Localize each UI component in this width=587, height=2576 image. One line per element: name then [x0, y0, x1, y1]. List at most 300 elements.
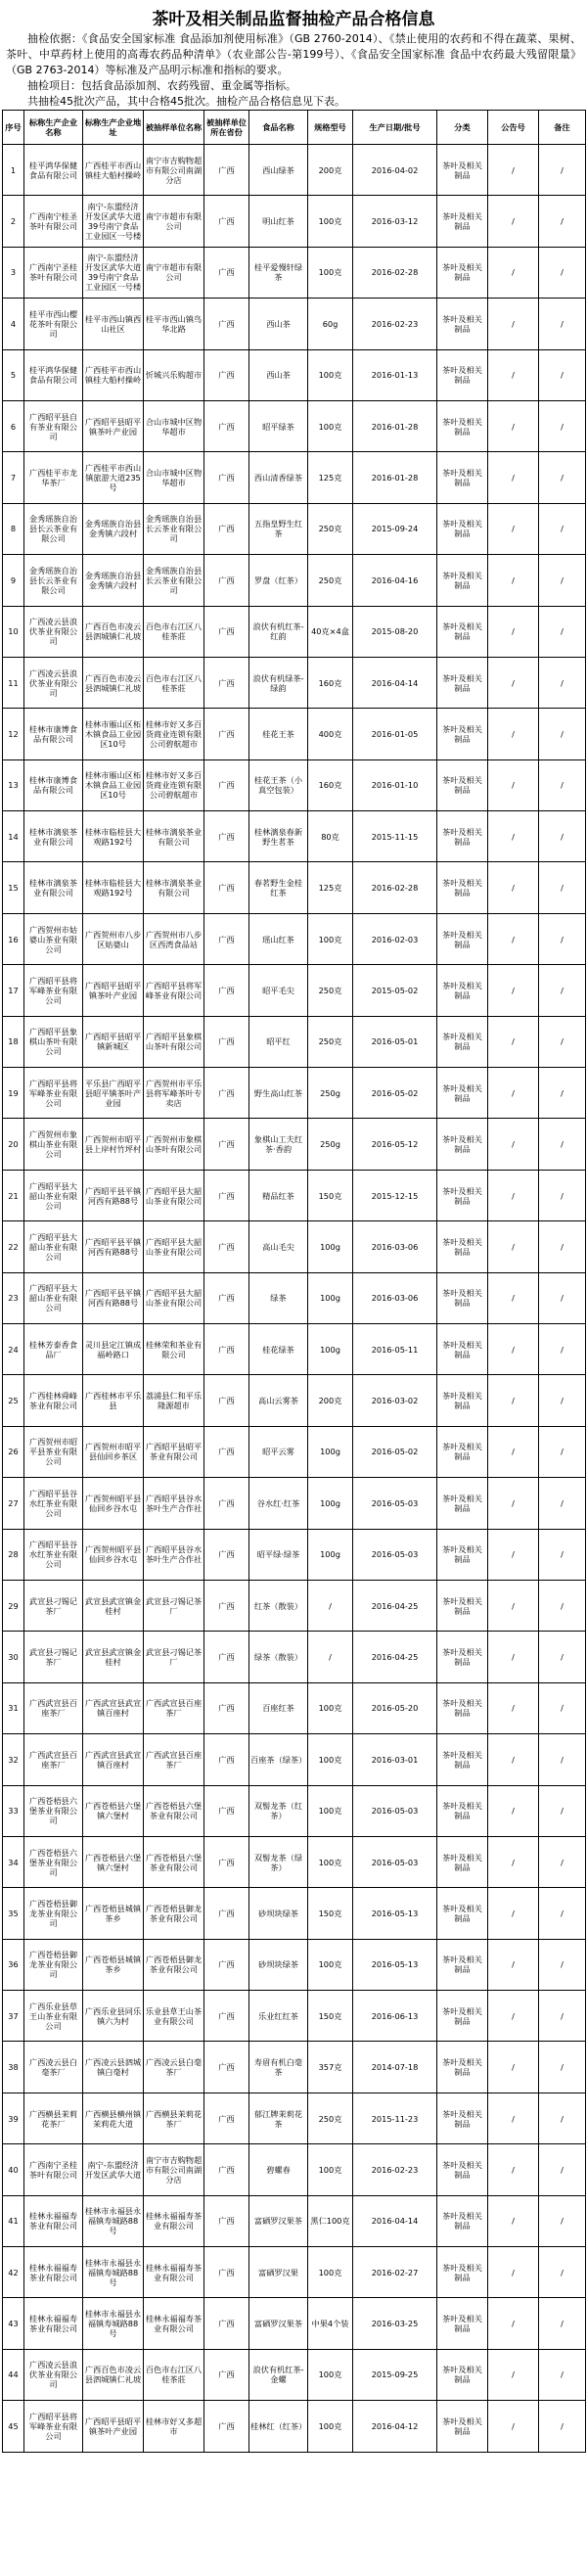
cell-col-producer-address: 金秀瑶族自治县金秀镇六段村: [83, 503, 144, 554]
cell-col-date: 2016-04-25: [353, 1632, 437, 1682]
cell-col-producer-name: 广西昭平县谷水红茶业有限公司: [24, 1478, 83, 1529]
cell-col-province: 广西: [204, 759, 249, 810]
cell-col-date: 2016-02-28: [353, 862, 437, 913]
cell-col-producer-address: 广西贺州昭平县仙回乡谷水屯: [83, 1478, 144, 1529]
cell-col-food-name: 桂林漓泉春新野生茗茶: [249, 811, 308, 862]
cell-col-index: 36: [3, 1939, 24, 1990]
cell-col-index: 6: [3, 400, 24, 451]
cell-col-category: 茶叶及相关制品: [437, 452, 488, 503]
cell-col-producer-name: 桂林市康博食品有限公司: [24, 709, 83, 759]
cell-col-producer-address: 南宁-东盟经济开发区武华大道39号南宁食品工业园区一号楼: [83, 247, 144, 298]
cell-col-producer-name: 金秀瑶族自治县长云茶业有限公司: [24, 555, 83, 606]
cell-col-province: 广西: [204, 2247, 249, 2298]
cell-col-spec: 100克: [308, 1836, 353, 1887]
cell-col-province: 广西: [204, 247, 249, 298]
cell-col-index: 38: [3, 2042, 24, 2093]
cell-col-producer-name: 广西贺州市姑婆山茶业有限公司: [24, 913, 83, 964]
cell-col-notice-no: /: [488, 1478, 539, 1529]
cell-col-index: 20: [3, 1119, 24, 1170]
cell-col-category: 茶叶及相关制品: [437, 1478, 488, 1529]
cell-col-food-name: 桂花王茶: [249, 709, 308, 759]
table-row: [3, 1068, 586, 1119]
cell-col-sampled-unit: 广西昭平县谷水茶叶生产合作社: [144, 1529, 204, 1580]
cell-col-category: 茶叶及相关制品: [437, 400, 488, 451]
cell-col-category: 茶叶及相关制品: [437, 709, 488, 759]
cell-col-remark: /: [539, 2144, 586, 2195]
cell-col-spec: 100g: [308, 1221, 353, 1272]
table-row: [3, 452, 586, 503]
cell-col-sampled-unit: 桂林永福福寿茶业有限公司: [144, 2195, 204, 2246]
cell-col-producer-name: 桂林永福福寿茶业有限公司: [24, 2298, 83, 2349]
cell-col-notice-no: /: [488, 1888, 539, 1939]
cell-col-spec: 100克: [308, 1682, 353, 1733]
table-row: [3, 1734, 586, 1785]
cell-col-notice-no: /: [488, 1221, 539, 1272]
cell-col-producer-name: 桂林芳泰香食品厂: [24, 1323, 83, 1374]
cell-col-producer-name: 广西苍梧县六堡茶业有限公司: [24, 1785, 83, 1836]
cell-col-producer-address: 广西桂林市平乐县: [83, 1375, 144, 1426]
cell-col-remark: /: [539, 1529, 586, 1580]
cell-col-category: 茶叶及相关制品: [437, 1221, 488, 1272]
cell-col-notice-no: /: [488, 2349, 539, 2400]
cell-col-spec: 100g: [308, 1323, 353, 1374]
cell-col-spec: 100克: [308, 1939, 353, 1990]
cell-col-province: 广西: [204, 862, 249, 913]
table-row: [3, 606, 586, 657]
cell-col-category: 茶叶及相关制品: [437, 1375, 488, 1426]
cell-col-province: 广西: [204, 299, 249, 349]
cell-col-index: 23: [3, 1272, 24, 1323]
cell-col-food-name: 春茗野生金桂红茶: [249, 862, 308, 913]
cell-col-sampled-unit: 桂林荣和茶业有限公司: [144, 1323, 204, 1374]
cell-col-province: 广西: [204, 1632, 249, 1682]
cell-col-sampled-unit: 广西昭平县将军峰茶业有限公司: [144, 965, 204, 1016]
cell-col-index: 13: [3, 759, 24, 810]
table-row: [3, 709, 586, 759]
cell-col-producer-name: 金秀瑶族自治县长云茶业有限公司: [24, 503, 83, 554]
table-header-row: [3, 111, 586, 145]
cell-col-producer-name: 广西横县茉莉花茶厂: [24, 2093, 83, 2143]
cell-col-producer-name: 广西苍梧县六堡茶业有限公司: [24, 1836, 83, 1887]
cell-col-producer-name: 广西桂平市龙华茶厂: [24, 452, 83, 503]
cell-col-producer-name: 桂平市西山樱花茶叶有限公司: [24, 299, 83, 349]
cell-col-producer-address: 平乐县广西昭平县昭平镇茶叶产业园: [83, 1068, 144, 1119]
cell-col-spec: 100g: [308, 1529, 353, 1580]
cell-col-sampled-unit: 百色市右江区八桂茶莊: [144, 606, 204, 657]
cell-col-province: 广西: [204, 1734, 249, 1785]
cell-col-date: 2016-02-23: [353, 299, 437, 349]
cell-col-food-name: 绿茶（散装）: [249, 1632, 308, 1682]
cell-col-index: 34: [3, 1836, 24, 1887]
cell-col-category: 茶叶及相关制品: [437, 349, 488, 400]
cell-col-province: 广西: [204, 2144, 249, 2195]
cell-col-producer-address: 南宁-东盟经济开发区武华大道: [83, 2144, 144, 2195]
cell-col-food-name: 浪伏有机红茶-金螺: [249, 2349, 308, 2400]
cell-col-food-name: 野生高山红茶: [249, 1068, 308, 1119]
cell-col-notice-no: /: [488, 1119, 539, 1170]
cell-col-producer-name: 广西凌云县白毫茶厂: [24, 2042, 83, 2093]
cell-col-province: 广西: [204, 606, 249, 657]
cell-col-sampled-unit: 桂林永福福寿茶业有限公司: [144, 2247, 204, 2298]
cell-col-spec: /: [308, 1632, 353, 1682]
cell-col-sampled-unit: 南宁市超市有限公司: [144, 196, 204, 247]
cell-col-notice-no: /: [488, 247, 539, 298]
cell-col-category: 茶叶及相关制品: [437, 2144, 488, 2195]
page-title: 茶叶及相关制品监督抽检产品合格信息: [152, 10, 435, 29]
cell-col-date: 2016-02-27: [353, 2247, 437, 2298]
cell-col-producer-name: 桂林永福福寿茶业有限公司: [24, 2247, 83, 2298]
cell-col-province: 广西: [204, 2195, 249, 2246]
cell-col-remark: /: [539, 1068, 586, 1119]
cell-col-date: 2015-05-02: [353, 965, 437, 1016]
cell-col-spec: 100克: [308, 2247, 353, 2298]
cell-col-sampled-unit: 桂林市好又多百货商业连锁有限公司碧航超市: [144, 759, 204, 810]
cell-col-province: 广西: [204, 1170, 249, 1220]
cell-col-province: 广西: [204, 1888, 249, 1939]
cell-col-producer-name: 广西武宣县百座茶厂: [24, 1682, 83, 1733]
cell-col-producer-name: 广西乐业县草王山茶业有限公司: [24, 1991, 83, 2042]
cell-col-notice-no: /: [488, 1426, 539, 1477]
cell-col-category: 茶叶及相关制品: [437, 247, 488, 298]
cell-col-remark: /: [539, 1632, 586, 1682]
cell-col-sampled-unit: 合山市城中区物华超市: [144, 400, 204, 451]
cell-col-index: 31: [3, 1682, 24, 1733]
cell-col-province: 广西: [204, 913, 249, 964]
cell-col-date: 2016-06-13: [353, 1991, 437, 2042]
cell-col-food-name: 西山绿茶: [249, 145, 308, 196]
table-row: [3, 1580, 586, 1631]
cell-col-producer-address: 广西苍梧县城镇茶乡: [83, 1939, 144, 1990]
cell-col-remark: /: [539, 1323, 586, 1374]
cell-col-date: 2016-03-06: [353, 1272, 437, 1323]
cell-col-category: 茶叶及相关制品: [437, 1272, 488, 1323]
cell-col-date: 2014-07-18: [353, 2042, 437, 2093]
table-row: [3, 1682, 586, 1733]
cell-col-date: 2016-01-05: [353, 709, 437, 759]
cell-col-province: 广西: [204, 1785, 249, 1836]
cell-col-province: 广西: [204, 2349, 249, 2400]
cell-col-sampled-unit: 桂林永福福寿茶业有限公司: [144, 2298, 204, 2349]
cell-col-index: 8: [3, 503, 24, 554]
cell-col-producer-address: 桂林市临桂县大观路192号: [83, 811, 144, 862]
cell-col-sampled-unit: 合山市城中区物华超市: [144, 452, 204, 503]
cell-col-index: 22: [3, 1221, 24, 1272]
intro-summary: 共抽检45批次产品，其中合格45批次。抽检产品合格信息见下表。: [27, 95, 345, 108]
cell-col-date: 2016-05-03: [353, 1785, 437, 1836]
table-row: [3, 1785, 586, 1836]
cell-col-province: 广西: [204, 503, 249, 554]
cell-col-producer-name: 桂林市康博食品有限公司: [24, 759, 83, 810]
cell-col-category: 茶叶及相关制品: [437, 1119, 488, 1170]
cell-col-category: 茶叶及相关制品: [437, 1170, 488, 1220]
cell-col-date: 2016-02-28: [353, 247, 437, 298]
cell-col-food-name: 桂林红（红茶）: [249, 2401, 308, 2452]
table-row: [3, 2093, 586, 2143]
cell-col-sampled-unit: 广西昭平县大韶山茶业有限公司: [144, 1272, 204, 1323]
table-row: [3, 2144, 586, 2195]
cell-col-producer-name: 广西昭平县大韶山茶业有限公司: [24, 1221, 83, 1272]
cell-col-food-name: 西山清香绿茶: [249, 452, 308, 503]
cell-col-province: 广西: [204, 2401, 249, 2452]
cell-col-notice-no: /: [488, 1991, 539, 2042]
cell-col-spec: 100克: [308, 196, 353, 247]
cell-col-remark: /: [539, 2093, 586, 2143]
cell-col-spec: 100克: [308, 1734, 353, 1785]
cell-col-remark: /: [539, 1170, 586, 1220]
cell-col-spec: 250克: [308, 555, 353, 606]
table-row: [3, 1529, 586, 1580]
cell-col-province: 广西: [204, 657, 249, 708]
table-row: [3, 400, 586, 451]
cell-col-spec: 150克: [308, 1991, 353, 2042]
cell-col-notice-no: /: [488, 759, 539, 810]
cell-col-remark: /: [539, 1016, 586, 1067]
cell-col-province: 广西: [204, 2042, 249, 2093]
cell-col-spec: 100g: [308, 1272, 353, 1323]
results-table: [2, 110, 586, 2453]
cell-col-province: 广西: [204, 1529, 249, 1580]
cell-col-producer-address: 广西百色市凌云县泗城镇仁礼坡: [83, 606, 144, 657]
cell-col-remark: /: [539, 2247, 586, 2298]
table-row: [3, 2247, 586, 2298]
cell-col-category: 茶叶及相关制品: [437, 2349, 488, 2400]
cell-col-notice-no: /: [488, 1939, 539, 1990]
cell-col-producer-address: 桂平市西山镇西山社区: [83, 299, 144, 349]
cell-col-producer-address: 广西桂平市西山镇桂大船村操岭: [83, 145, 144, 196]
cell-col-date: 2016-04-14: [353, 2195, 437, 2246]
cell-col-producer-name: 桂林市漓泉茶业有限公司: [24, 811, 83, 862]
cell-col-producer-address: 武宣县武宣镇金桂村: [83, 1632, 144, 1682]
cell-col-date: 2016-02-23: [353, 2144, 437, 2195]
cell-col-date: 2016-05-20: [353, 1682, 437, 1733]
cell-col-food-name: 富硒罗汉果茶: [249, 2298, 308, 2349]
cell-col-remark: /: [539, 1221, 586, 1272]
cell-col-notice-no: /: [488, 1170, 539, 1220]
header-col-notice-no: 公告号: [488, 111, 539, 145]
cell-col-spec: 100克: [308, 2349, 353, 2400]
cell-col-date: 2015-11-15: [353, 811, 437, 862]
cell-col-producer-address: 广西苍梧县六堡镇六堡村: [83, 1836, 144, 1887]
cell-col-index: 35: [3, 1888, 24, 1939]
cell-col-index: 4: [3, 299, 24, 349]
cell-col-category: 茶叶及相关制品: [437, 1580, 488, 1631]
cell-col-remark: /: [539, 503, 586, 554]
cell-col-index: 32: [3, 1734, 24, 1785]
cell-col-category: 茶叶及相关制品: [437, 1991, 488, 2042]
cell-col-date: 2016-03-02: [353, 1375, 437, 1426]
cell-col-category: 茶叶及相关制品: [437, 2042, 488, 2093]
cell-col-sampled-unit: 桂林市漓泉茶业有限公司: [144, 811, 204, 862]
cell-col-index: 18: [3, 1016, 24, 1067]
cell-col-food-name: 双髻龙茶（绿茶）: [249, 1836, 308, 1887]
cell-col-date: 2015-12-15: [353, 1170, 437, 1220]
cell-col-category: 茶叶及相关制品: [437, 606, 488, 657]
cell-col-date: 2016-05-03: [353, 1836, 437, 1887]
cell-col-sampled-unit: 南宁市吉购物超市有限公司南湖分店: [144, 145, 204, 196]
cell-col-producer-address: 广西贺州市八步区姑婆山: [83, 913, 144, 964]
cell-col-date: 2016-04-12: [353, 2401, 437, 2452]
cell-col-remark: /: [539, 1991, 586, 2042]
cell-col-remark: /: [539, 2042, 586, 2093]
cell-col-index: 9: [3, 555, 24, 606]
cell-col-spec: 100克: [308, 2401, 353, 2452]
cell-col-sampled-unit: 广西苍梧县御龙茶业有限公司: [144, 1939, 204, 1990]
cell-col-food-name: 桂平爱慢轩绿茶: [249, 247, 308, 298]
cell-col-index: 2: [3, 196, 24, 247]
cell-col-province: 广西: [204, 2093, 249, 2143]
table-row: [3, 1323, 586, 1374]
cell-col-spec: 100克: [308, 913, 353, 964]
cell-col-producer-name: 广西贺州市象棋山茶业有限公司: [24, 1119, 83, 1170]
cell-col-category: 茶叶及相关制品: [437, 811, 488, 862]
cell-col-notice-no: /: [488, 1323, 539, 1374]
cell-col-remark: /: [539, 1682, 586, 1733]
cell-col-sampled-unit: 广西昭平县大韶山茶业有限公司: [144, 1170, 204, 1220]
cell-col-date: 2016-04-14: [353, 657, 437, 708]
cell-col-date: 2016-04-25: [353, 1580, 437, 1631]
cell-col-spec: 250g: [308, 1068, 353, 1119]
cell-col-spec: 125克: [308, 452, 353, 503]
table-row: [3, 196, 586, 247]
table-row: [3, 759, 586, 810]
cell-col-spec: 100克: [308, 2144, 353, 2195]
cell-col-producer-name: 广西武宣县百座茶厂: [24, 1734, 83, 1785]
cell-col-spec: 250克: [308, 503, 353, 554]
cell-col-date: 2016-01-28: [353, 452, 437, 503]
cell-col-date: 2016-02-03: [353, 913, 437, 964]
cell-col-index: 15: [3, 862, 24, 913]
cell-col-food-name: 罗盘（红茶）: [249, 555, 308, 606]
cell-col-category: 茶叶及相关制品: [437, 1016, 488, 1067]
cell-col-food-name: 昭平云雾: [249, 1426, 308, 1477]
cell-col-producer-address: 广西昭平县昭平镇茶叶产业园: [83, 965, 144, 1016]
cell-col-remark: /: [539, 452, 586, 503]
cell-col-producer-address: 桂林市临桂县大观路192号: [83, 862, 144, 913]
cell-col-province: 广西: [204, 452, 249, 503]
cell-col-category: 茶叶及相关制品: [437, 862, 488, 913]
cell-col-notice-no: /: [488, 1016, 539, 1067]
cell-col-sampled-unit: 广西昭平县大韶山茶业有限公司: [144, 1221, 204, 1272]
cell-col-food-name: 精品红茶: [249, 1170, 308, 1220]
cell-col-food-name: 昭平毛尖: [249, 965, 308, 1016]
cell-col-remark: /: [539, 299, 586, 349]
cell-col-index: 44: [3, 2349, 24, 2400]
cell-col-spec: 100g: [308, 1426, 353, 1477]
cell-col-remark: /: [539, 2401, 586, 2452]
cell-col-producer-address: 广西武宣县武宣镇百座村: [83, 1734, 144, 1785]
cell-col-category: 茶叶及相关制品: [437, 196, 488, 247]
cell-col-spec: 250克: [308, 1016, 353, 1067]
cell-col-producer-address: 广西昭平县平镇河西有路88号: [83, 1170, 144, 1220]
cell-col-category: 茶叶及相关制品: [437, 1682, 488, 1733]
cell-col-index: 17: [3, 965, 24, 1016]
cell-col-producer-address: 金秀瑶族自治县金秀镇六段村: [83, 555, 144, 606]
cell-col-remark: /: [539, 811, 586, 862]
cell-col-index: 41: [3, 2195, 24, 2246]
cell-col-date: 2016-05-11: [353, 1323, 437, 1374]
cell-col-remark: /: [539, 965, 586, 1016]
cell-col-category: 茶叶及相关制品: [437, 503, 488, 554]
table-row: [3, 2195, 586, 2246]
cell-col-sampled-unit: 百色市右江区八桂茶莊: [144, 2349, 204, 2400]
cell-col-province: 广西: [204, 1426, 249, 1477]
table-row: [3, 2298, 586, 2349]
cell-col-remark: /: [539, 1836, 586, 1887]
cell-col-remark: /: [539, 1580, 586, 1631]
cell-col-category: 茶叶及相关制品: [437, 1632, 488, 1682]
table-row: [3, 1632, 586, 1682]
table-row: [3, 1426, 586, 1477]
table-row: [3, 1939, 586, 1990]
cell-col-index: 25: [3, 1375, 24, 1426]
cell-col-province: 广西: [204, 196, 249, 247]
cell-col-producer-address: 广西桂平市西山镇桂大船村操岭: [83, 349, 144, 400]
cell-col-notice-no: /: [488, 965, 539, 1016]
cell-col-index: 28: [3, 1529, 24, 1580]
cell-col-index: 40: [3, 2144, 24, 2195]
cell-col-producer-address: 广西贺州市昭平县仙回乡茶区: [83, 1426, 144, 1477]
cell-col-notice-no: /: [488, 811, 539, 862]
cell-col-province: 广西: [204, 1478, 249, 1529]
cell-col-producer-address: 广西苍梧县城镇茶乡: [83, 1888, 144, 1939]
cell-col-date: 2016-05-02: [353, 1426, 437, 1477]
cell-col-sampled-unit: 乐业县草王山茶业有限公司: [144, 1991, 204, 2042]
cell-col-producer-name: 广西苍梧县御龙茶业有限公司: [24, 1939, 83, 1990]
table-body: [3, 145, 586, 2453]
table-row: [3, 247, 586, 298]
cell-col-spec: 100克: [308, 1785, 353, 1836]
cell-col-date: 2015-09-25: [353, 2349, 437, 2400]
cell-col-notice-no: /: [488, 1068, 539, 1119]
cell-col-index: 27: [3, 1478, 24, 1529]
cell-col-notice-no: /: [488, 913, 539, 964]
cell-col-sampled-unit: 金秀瑶族自治县长云茶业有限公司: [144, 503, 204, 554]
cell-col-category: 茶叶及相关制品: [437, 1734, 488, 1785]
cell-col-remark: /: [539, 913, 586, 964]
cell-col-index: 29: [3, 1580, 24, 1631]
table-row: [3, 145, 586, 196]
table-row: [3, 1272, 586, 1323]
cell-col-food-name: 砂坝块绿茶: [249, 1939, 308, 1990]
cell-col-date: 2016-05-13: [353, 1888, 437, 1939]
cell-col-food-name: 昭平绿茶: [249, 400, 308, 451]
cell-col-date: 2016-03-12: [353, 196, 437, 247]
cell-col-sampled-unit: 广西武宣县百座茶厂: [144, 1734, 204, 1785]
table-row: [3, 1375, 586, 1426]
cell-col-date: 2016-03-01: [353, 1734, 437, 1785]
cell-col-spec: 150克: [308, 1888, 353, 1939]
cell-col-food-name: 郁江牌茉莉花茶: [249, 2093, 308, 2143]
cell-col-notice-no: /: [488, 503, 539, 554]
cell-col-province: 广西: [204, 1016, 249, 1067]
cell-col-index: 12: [3, 709, 24, 759]
cell-col-remark: /: [539, 2298, 586, 2349]
cell-col-spec: 400克: [308, 709, 353, 759]
cell-col-category: 茶叶及相关制品: [437, 145, 488, 196]
table-row: [3, 862, 586, 913]
cell-col-notice-no: /: [488, 1375, 539, 1426]
cell-col-notice-no: /: [488, 2195, 539, 2246]
cell-col-index: 1: [3, 145, 24, 196]
cell-col-category: 茶叶及相关制品: [437, 965, 488, 1016]
table-row: [3, 503, 586, 554]
cell-col-producer-address: 广西乐业县同乐镇六为村: [83, 1991, 144, 2042]
cell-col-notice-no: /: [488, 1632, 539, 1682]
cell-col-remark: /: [539, 709, 586, 759]
cell-col-date: 2016-04-02: [353, 145, 437, 196]
cell-col-food-name: 浪伏有机红茶-红韵: [249, 606, 308, 657]
cell-col-spec: 250克: [308, 965, 353, 1016]
